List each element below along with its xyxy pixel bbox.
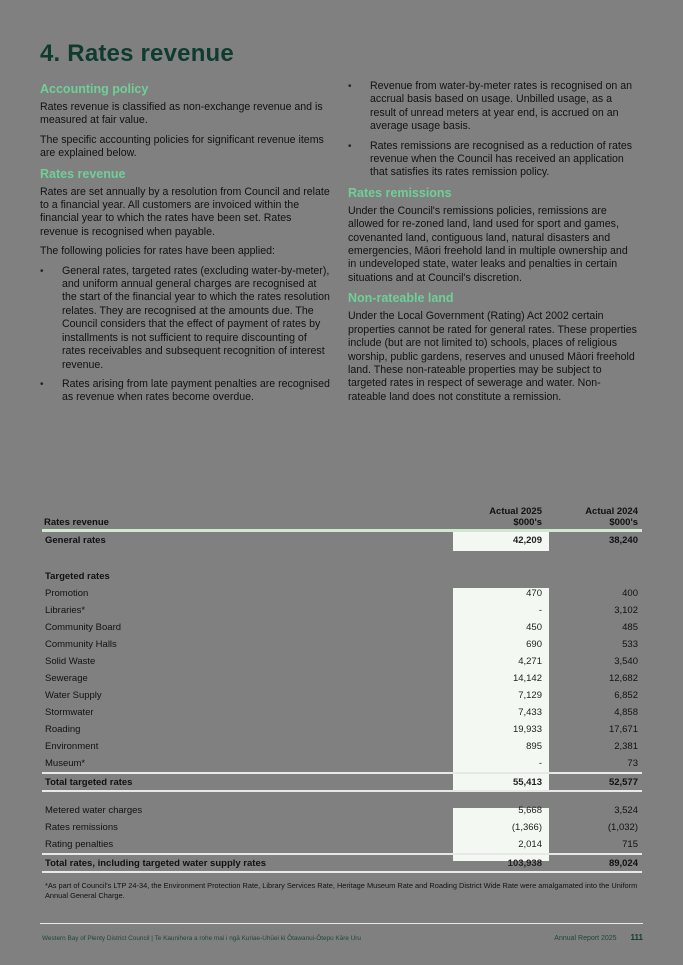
row-label: Rates remissions: [45, 822, 118, 833]
bullet-icon: •: [348, 81, 352, 92]
row-label: Promotion: [45, 588, 89, 599]
value-2025: 14,142: [512, 673, 542, 684]
rates-remissions-heading: Rates remissions: [348, 185, 452, 200]
row-label: Metered water charges: [45, 805, 143, 816]
table-row: [42, 836, 642, 853]
row-label: Sewerage: [45, 673, 88, 684]
table-row-general-rates: [42, 532, 642, 549]
value-2025: 2,014: [518, 839, 542, 850]
value-2024: 38,240: [608, 535, 638, 546]
footer-divider: [40, 923, 643, 924]
bullet-icon: •: [40, 265, 44, 277]
paragraph: The following policies for rates have been applied:: [40, 245, 275, 258]
list-item: [348, 140, 638, 180]
list-item: [348, 80, 638, 134]
value-2024: 3,102: [614, 605, 638, 616]
spacer: [42, 792, 642, 802]
value-2024: 4,858: [614, 707, 638, 718]
right-column: [348, 80, 638, 410]
table-label: Rates revenue: [44, 517, 109, 528]
value-2024: 12,682: [608, 673, 638, 684]
value-2025: 7,433: [518, 707, 542, 718]
paragraph: The specific accounting policies for significant revenue items are explained below.: [40, 133, 324, 160]
value-2024: 715: [622, 839, 638, 850]
value-2025: 55,413: [512, 777, 542, 788]
table-row: [42, 687, 642, 704]
value-2025: 5,668: [518, 805, 542, 816]
bullet-icon: •: [348, 140, 352, 152]
table-row: [42, 802, 642, 819]
page-number: 111: [630, 933, 643, 942]
row-label: Stormwater: [45, 707, 94, 718]
value-2024: 52,577: [608, 777, 638, 788]
table-row: [42, 670, 642, 687]
row-label: Community Board: [45, 622, 122, 633]
list-item-text: General rates, targeted rates (excluding water-by-meter), and uniform annual general charges are recognised at the start of the financial year to which the rates resolution relates. They are recognised at the amounts due. The Council considers that the effect of payment of rates by installments is not sufficient to require discounting of rates receivables and subsequent recognition of interest revenue.: [62, 264, 330, 371]
row-label: Roading: [45, 724, 81, 735]
table-footnote: *As part of Council's LTP 24-34, the Environment Protection Rate, Library Services Rate, Heritage Museum Rate and Roading District Wide Rate were amalgamated into the Uniform Annual General Charge.: [45, 881, 638, 900]
rates-revenue-section: [40, 167, 330, 405]
column-header-2025: [489, 506, 542, 528]
list-item: [40, 265, 330, 372]
accounting-policy-section: [40, 82, 330, 161]
column-header-year: Actual 2024: [585, 506, 638, 517]
footer-report-title: Annual Report 2025: [554, 935, 617, 942]
spacer: [42, 549, 642, 568]
row-label: Targeted rates: [45, 571, 110, 582]
left-column: [40, 82, 330, 411]
value-2024: 2,381: [614, 741, 638, 752]
table-row: [42, 738, 642, 755]
value-2024: 400: [622, 588, 638, 599]
non-rateable-land-section: [348, 291, 638, 404]
value-2025: 103,938: [507, 858, 542, 869]
table-row-total-targeted: [42, 772, 642, 792]
table-row: [42, 721, 642, 738]
page-title: 4. Rates revenue: [40, 40, 234, 67]
value-2025: 42,209: [512, 535, 542, 546]
rates-remissions-section: [348, 186, 638, 285]
footer-organisation: Western Bay of Plenty District Council | Te Kaunihera a rohe mai i ngā Kuriae-Uhūei ki Ōtawanui-Ōtepu Kāre Uru: [42, 935, 361, 942]
row-label: Museum*: [45, 758, 86, 769]
table-row: [42, 819, 642, 836]
bullet-icon: •: [40, 378, 44, 390]
value-2024: 6,852: [614, 690, 638, 701]
paragraph: Rates revenue is classified as non-exchange revenue and is measured at fair value.: [40, 101, 323, 127]
value-2025: 470: [526, 588, 542, 599]
table-row: [42, 619, 642, 636]
value-2024: 533: [622, 639, 638, 650]
row-label: Rating penalties: [45, 839, 114, 850]
paragraph: Under the Local Government (Rating) Act 2002 certain properties cannot be rated for general rates. These properties include (but are not limited to) schools, places of religious worship, public gardens, reserves and unused Māori freehold land. These non-rateable properties may be subject to targeted rates in respect of sewerage and water. Non-rateable land does not constitute a remission.: [348, 310, 637, 403]
row-label: Libraries*: [45, 605, 86, 616]
value-2025: -: [538, 605, 542, 616]
footer-report-info: [554, 933, 643, 942]
table-row: [42, 704, 642, 721]
row-label: Total rates, including targeted water supply rates: [45, 858, 267, 869]
table-row-grand-total: [42, 853, 642, 873]
policy-list: [40, 265, 330, 405]
value-2025: 895: [526, 741, 542, 752]
rates-revenue-table: [42, 500, 642, 873]
table-subheading-targeted: [42, 568, 642, 585]
value-2025: -: [538, 758, 542, 769]
table-row: [42, 636, 642, 653]
list-item-text: Rates remissions are recognised as a reduction of rates revenue when the Council has received an application that satisfies its rates remission policy.: [370, 139, 633, 179]
list-item-text: Revenue from water-by-meter rates is recognised on an accrual basis based on usage. Unbilled usage, as a result of unread meters at year end, is accrued on an average usage basis.: [370, 80, 633, 133]
table-row: [42, 585, 642, 602]
value-2025: 4,271: [518, 656, 542, 667]
table-row: [42, 755, 642, 772]
table-header: [42, 500, 642, 532]
table-row: [42, 602, 642, 619]
paragraph: Under the Council's remissions policies, remissions are allowed for re-zoned land, land used for sport and games, covenanted land, contiguous land, natural disasters and emergencies, Māori freehold land in multiple ownership and in undeveloped state, water leaks and penalties in certain situations and at Council's discretion.: [348, 204, 628, 284]
value-2025: 450: [526, 622, 542, 633]
column-header-unit: $000's: [513, 517, 542, 528]
value-2025: (1,366): [511, 822, 542, 833]
value-2025: 7,129: [518, 690, 542, 701]
policy-list-continued: [348, 80, 638, 180]
value-2024: (1,032): [607, 822, 638, 833]
row-label: Environment: [45, 741, 99, 752]
non-rateable-land-heading: Non-rateable land: [348, 291, 454, 306]
column-header-unit: $000's: [609, 517, 638, 528]
value-2024: 485: [622, 622, 638, 633]
row-label: General rates: [45, 535, 106, 546]
paragraph: Rates are set annually by a resolution from Council and relate to a financial year. All customers are invoiced within the financial year to which the rates have been set. Rates revenue is recognised when payable.: [40, 185, 330, 238]
list-item: [40, 378, 330, 405]
value-2025: 690: [526, 639, 542, 650]
row-label: Total targeted rates: [45, 777, 133, 788]
list-item-text: Rates arising from late payment penalties are recognised as revenue when rates become overdue.: [62, 377, 330, 404]
value-2024: 3,524: [614, 805, 638, 816]
value-2024: 17,671: [608, 724, 638, 735]
value-2024: 3,540: [614, 656, 638, 667]
rates-revenue-heading: Rates revenue: [40, 166, 126, 181]
row-label: Solid Waste: [45, 656, 96, 667]
value-2024: 73: [627, 758, 638, 769]
row-label: Water Supply: [45, 690, 102, 701]
accounting-policy-heading: Accounting policy: [40, 82, 149, 96]
row-label: Community Halls: [45, 639, 117, 650]
column-header-year: Actual 2025: [489, 506, 542, 517]
value-2025: 19,933: [512, 724, 542, 735]
column-header-2024: [585, 506, 638, 528]
table-row: [42, 653, 642, 670]
value-2024: 89,024: [608, 858, 638, 869]
